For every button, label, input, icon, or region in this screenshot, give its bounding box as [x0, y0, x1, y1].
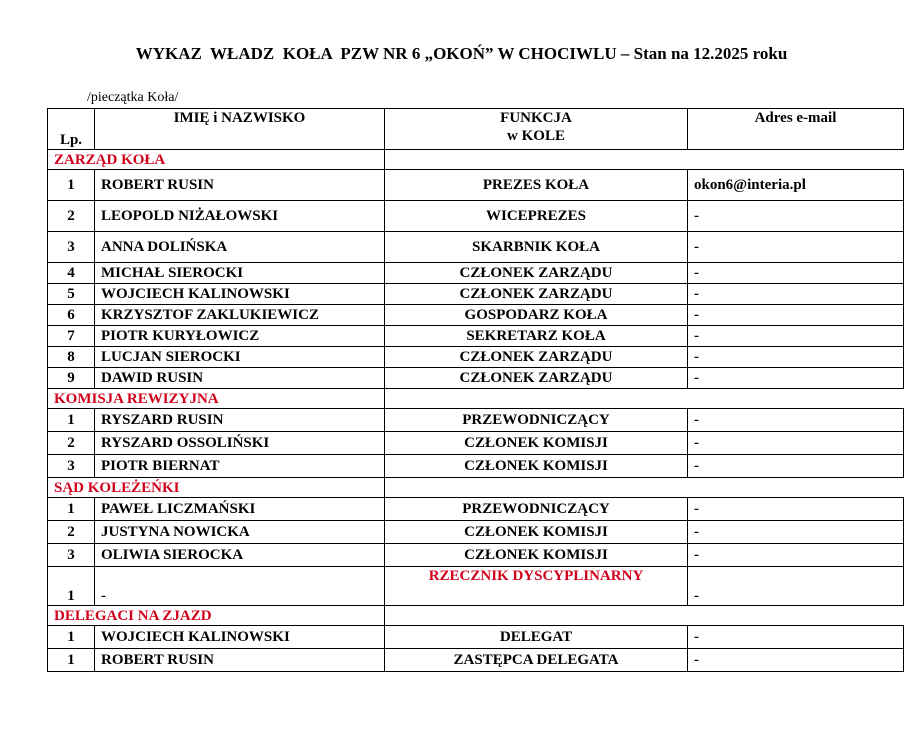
header-name: IMIĘ i NAZWISKO	[95, 109, 385, 150]
section-blank	[385, 606, 904, 626]
row-email: -	[688, 432, 904, 455]
row-lp: 4	[48, 263, 95, 284]
table-row	[48, 455, 904, 478]
header-function-line1: FUNKCJA	[500, 110, 572, 126]
row-lp: 6	[48, 305, 95, 326]
row-lp: 3	[48, 232, 95, 263]
row-email: -	[688, 544, 904, 567]
row-email: -	[688, 649, 904, 672]
row-name: ROBERT RUSIN	[95, 649, 385, 672]
header-function	[385, 109, 688, 150]
row-lp: 2	[48, 201, 95, 232]
row-name: RYSZARD RUSIN	[95, 409, 385, 432]
row-function: SEKRETARZ KOŁA	[385, 326, 688, 347]
row-function: PREZES KOŁA	[385, 170, 688, 201]
row-email: okon6@interia.pl	[688, 170, 904, 201]
row-function: PRZEWODNICZĄCY	[385, 498, 688, 521]
row-name: OLIWIA SIEROCKA	[95, 544, 385, 567]
row-name: -	[95, 567, 385, 606]
row-name: LUCJAN SIEROCKI	[95, 347, 385, 368]
row-lp: 3	[48, 544, 95, 567]
row-email: -	[688, 626, 904, 649]
row-email: -	[688, 409, 904, 432]
table-row	[48, 368, 904, 389]
row-lp: 8	[48, 347, 95, 368]
table-row	[48, 232, 904, 263]
row-name: PIOTR KURYŁOWICZ	[95, 326, 385, 347]
table-row	[48, 263, 904, 284]
row-lp: 1	[48, 626, 95, 649]
table-row	[48, 326, 904, 347]
row-email: -	[688, 263, 904, 284]
row-lp: 1	[48, 649, 95, 672]
row-email: -	[688, 326, 904, 347]
row-function: DELEGAT	[385, 626, 688, 649]
table-row	[48, 347, 904, 368]
row-email: -	[688, 521, 904, 544]
row-lp: 5	[48, 284, 95, 305]
row-name: RYSZARD OSSOLIŃSKI	[95, 432, 385, 455]
row-email: -	[688, 201, 904, 232]
row-lp: 1	[48, 498, 95, 521]
table-row	[48, 284, 904, 305]
row-function: CZŁONEK KOMISJI	[385, 544, 688, 567]
header-email: Adres e-mail	[688, 109, 904, 150]
row-email: -	[688, 232, 904, 263]
row-name: MICHAŁ SIEROCKI	[95, 263, 385, 284]
row-lp: 1	[48, 567, 95, 606]
row-email: -	[688, 368, 904, 389]
table-row	[48, 521, 904, 544]
row-lp: 3	[48, 455, 95, 478]
header-row	[48, 109, 904, 150]
table-row	[48, 201, 904, 232]
header-lp: Lp.	[48, 109, 95, 150]
row-email: -	[688, 498, 904, 521]
row-lp: 7	[48, 326, 95, 347]
row-lp: 1	[48, 409, 95, 432]
row-email: -	[688, 305, 904, 326]
table-row	[48, 170, 904, 201]
row-name: PIOTR BIERNAT	[95, 455, 385, 478]
section-title-court: SĄD KOLEŻEŃKI	[48, 478, 385, 498]
row-function: CZŁONEK ZARZĄDU	[385, 347, 688, 368]
row-email: -	[688, 347, 904, 368]
table-row	[48, 305, 904, 326]
table-row	[48, 626, 904, 649]
row-function: PRZEWODNICZĄCY	[385, 409, 688, 432]
row-function: CZŁONEK KOMISJI	[385, 432, 688, 455]
document-title: WYKAZ WŁADZ KOŁA PZW NR 6 „OKOŃ” W CHOCIWLU – Stan na 12.2025 roku	[135, 44, 788, 63]
row-function: CZŁONEK ZARZĄDU	[385, 263, 688, 284]
row-function: SKARBNIK KOŁA	[385, 232, 688, 263]
row-name: ANNA DOLIŃSKA	[95, 232, 385, 263]
table-row	[48, 409, 904, 432]
row-function: CZŁONEK KOMISJI	[385, 455, 688, 478]
row-name: WOJCIECH KALINOWSKI	[95, 284, 385, 305]
row-name: JUSTYNA NOWICKA	[95, 521, 385, 544]
section-blank	[385, 389, 904, 409]
section-blank	[385, 478, 904, 498]
row-function: CZŁONEK ZARZĄDU	[385, 284, 688, 305]
row-name: LEOPOLD NIŻAŁOWSKI	[95, 201, 385, 232]
section-row-court	[48, 478, 904, 498]
section-row-delegates	[48, 606, 904, 626]
row-function: RZECZNIK DYSCYPLINARNY	[385, 567, 688, 606]
table-row	[48, 432, 904, 455]
officials-table	[47, 108, 904, 672]
row-email: -	[688, 455, 904, 478]
table-row	[48, 498, 904, 521]
table-row	[48, 649, 904, 672]
section-title-board: ZARZĄD KOŁA	[48, 150, 385, 170]
row-function: CZŁONEK ZARZĄDU	[385, 368, 688, 389]
row-name: KRZYSZTOF ZAKLUKIEWICZ	[95, 305, 385, 326]
section-title-delegates: DELEGACI NA ZJAZD	[48, 606, 385, 626]
row-function: WICEPREZES	[385, 201, 688, 232]
row-function: CZŁONEK KOMISJI	[385, 521, 688, 544]
row-email: -	[688, 284, 904, 305]
row-lp: 2	[48, 432, 95, 455]
row-function: GOSPODARZ KOŁA	[385, 305, 688, 326]
row-name: PAWEŁ LICZMAŃSKI	[95, 498, 385, 521]
row-function: ZASTĘPCA DELEGATA	[385, 649, 688, 672]
section-row-audit	[48, 389, 904, 409]
table-row	[48, 544, 904, 567]
section-row-board	[48, 150, 904, 170]
section-title-audit: KOMISJA REWIZYJNA	[48, 389, 385, 409]
row-lp: 1	[48, 170, 95, 201]
row-email: -	[688, 567, 904, 606]
table-row	[48, 567, 904, 606]
stamp-note: /pieczątka Koła/	[87, 90, 179, 105]
section-blank	[385, 150, 904, 170]
row-name: ROBERT RUSIN	[95, 170, 385, 201]
row-name: DAWID RUSIN	[95, 368, 385, 389]
row-name: WOJCIECH KALINOWSKI	[95, 626, 385, 649]
row-lp: 9	[48, 368, 95, 389]
header-function-line2: w KOLE	[507, 128, 565, 144]
row-lp: 2	[48, 521, 95, 544]
